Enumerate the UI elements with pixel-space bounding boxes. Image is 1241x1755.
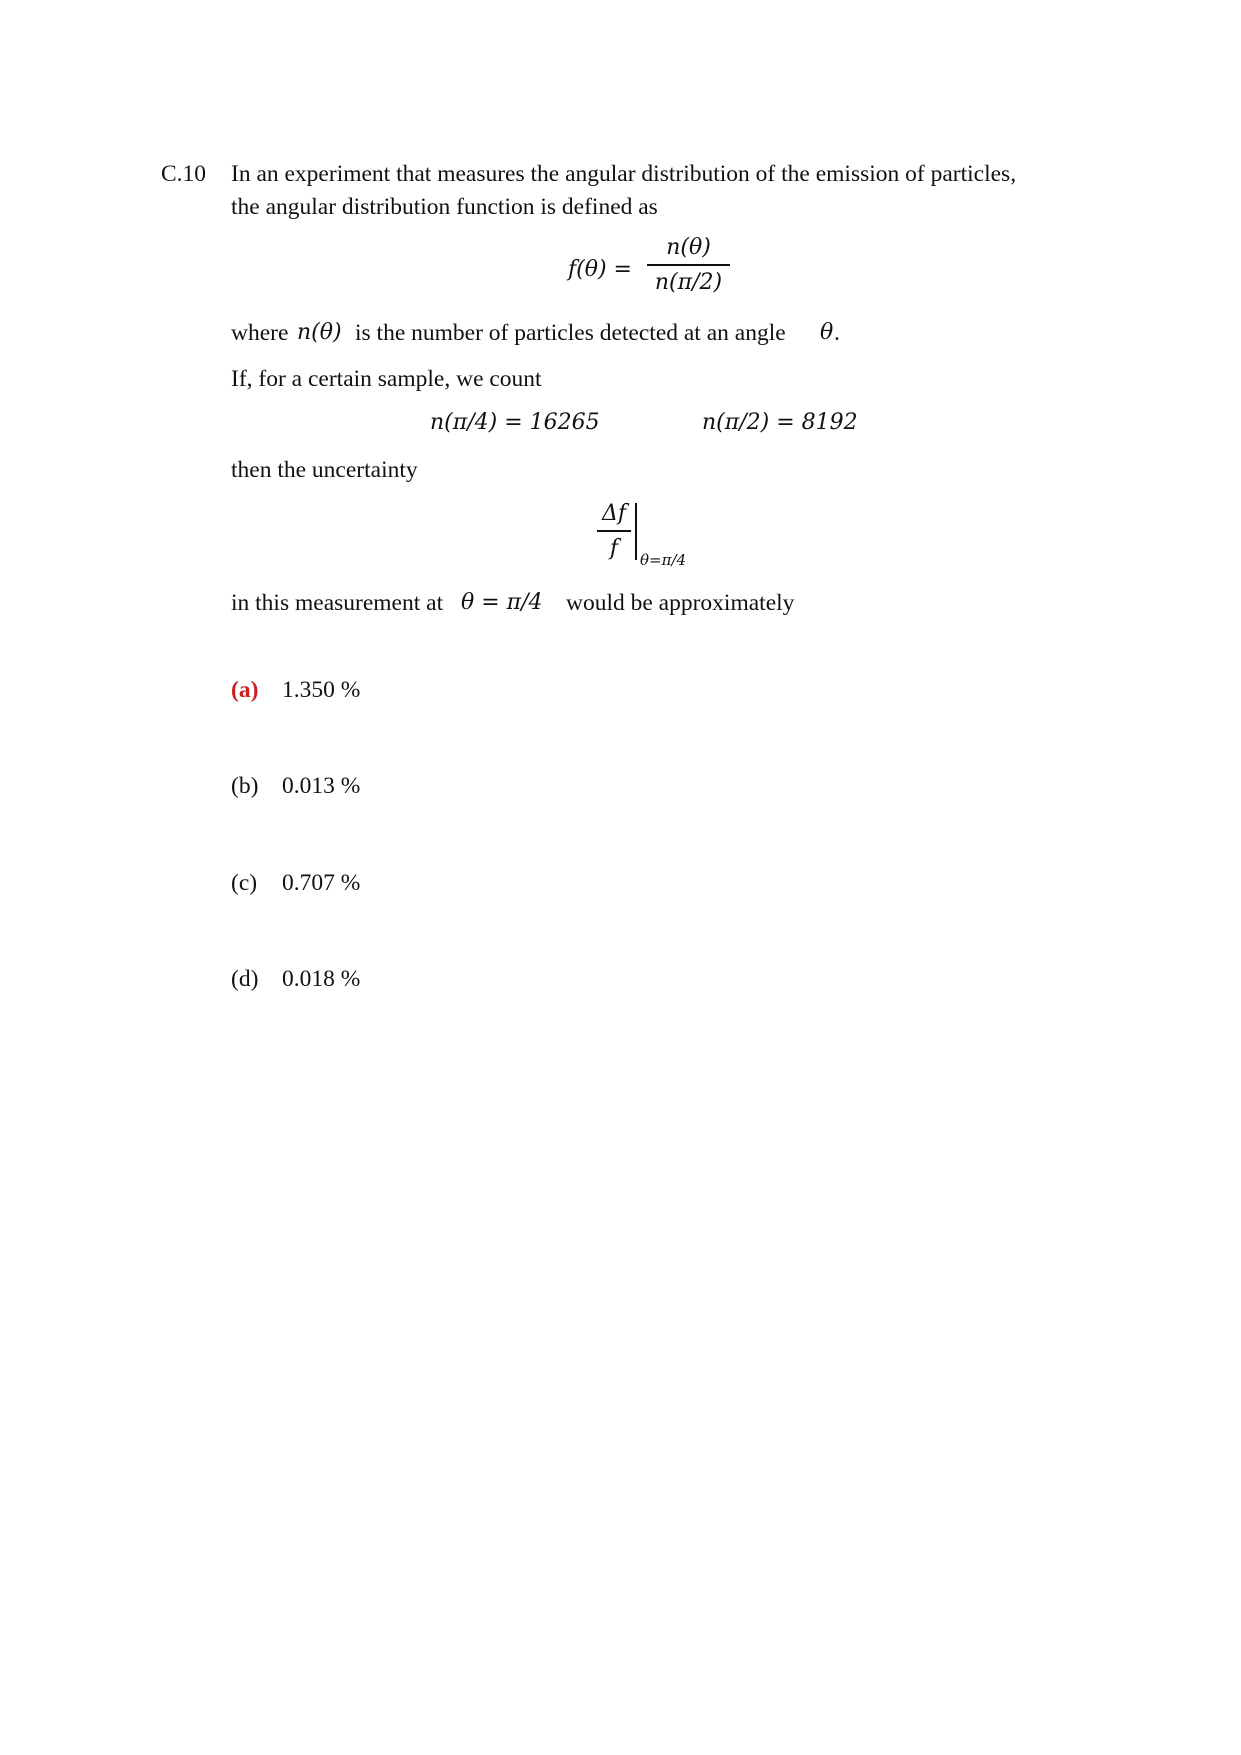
count-value-2: n(π/2) = 8192 <box>702 410 858 435</box>
then-line: then the uncertainty <box>231 457 418 483</box>
option-value: 0.707 % <box>282 870 361 896</box>
option-value: 0.018 % <box>282 966 361 992</box>
question-number: C.10 <box>161 161 207 187</box>
count-value-1: n(π/4) = 16265 <box>430 410 600 435</box>
option-a[interactable] <box>231 677 361 703</box>
measurement-suffix: would be approximately <box>566 590 795 616</box>
where-middle: is the number of particles detected at an angle <box>355 320 786 346</box>
where-theta: θ <box>820 320 834 345</box>
measurement-expr: θ = π/4 <box>461 590 543 615</box>
measurement-prefix: in this measurement at <box>231 590 444 616</box>
option-label: (a) <box>231 677 259 703</box>
option-value: 0.013 % <box>282 773 361 799</box>
where-prefix: where <box>231 320 289 346</box>
option-value: 1.350 % <box>282 677 361 703</box>
intro-line-2: the angular distribution function is defined as <box>231 194 658 220</box>
uncertainty-fraction <box>597 503 631 560</box>
where-period: . <box>834 320 840 346</box>
where-symbol: n(θ) <box>297 320 342 345</box>
uncertainty-subscript: θ=π/4 <box>640 551 687 569</box>
option-label: (c) <box>231 870 258 896</box>
option-d[interactable] <box>231 966 361 992</box>
formula-numerator: n(θ) <box>666 235 711 260</box>
uncertainty-denominator: f <box>609 535 619 561</box>
option-label: (b) <box>231 773 259 799</box>
formula-fraction <box>647 237 730 294</box>
option-b[interactable] <box>231 773 361 799</box>
intro-line-1: In an experiment that measures the angular distribution of the emission of particles, <box>231 161 1017 187</box>
option-label: (d) <box>231 966 259 992</box>
evaluation-bar <box>635 503 637 560</box>
count-line: If, for a certain sample, we count <box>231 366 542 392</box>
fraction-bar <box>647 264 730 266</box>
fraction-bar <box>597 530 631 532</box>
formula-denominator: n(π/2) <box>654 269 723 295</box>
uncertainty-numerator: Δf <box>601 501 627 526</box>
option-c[interactable] <box>231 870 361 896</box>
formula-lhs: f(θ) = <box>568 257 632 282</box>
